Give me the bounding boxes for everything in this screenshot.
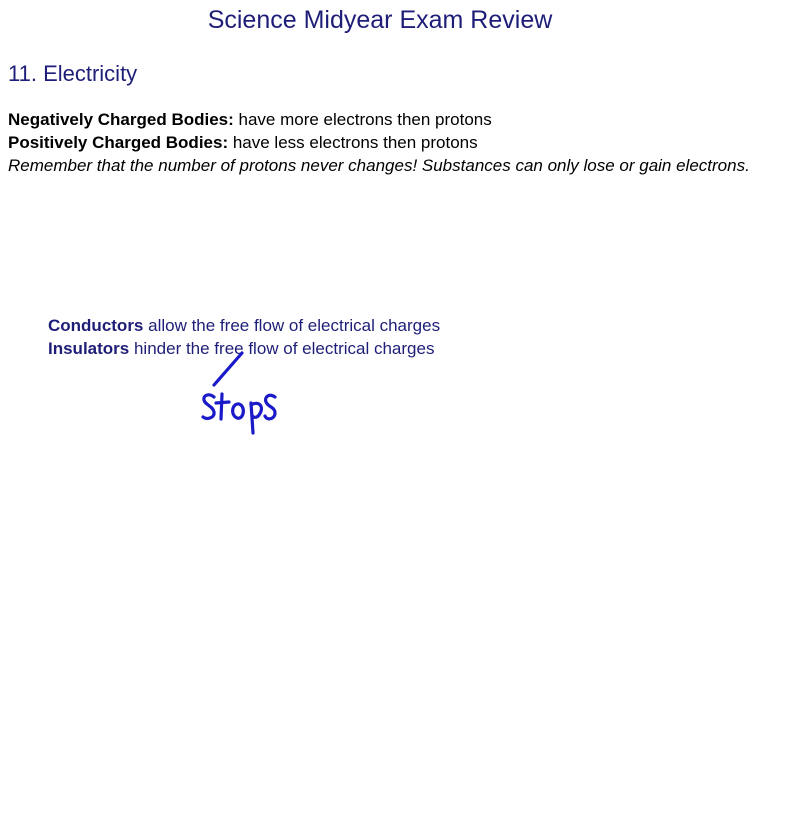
positive-definition <box>8 131 778 154</box>
protons-note: Remember that the number of protons never changes! Substances can only lose or gain electrons. <box>8 156 750 175</box>
section-heading: 11. Electricity <box>8 61 138 86</box>
ink-letter-o <box>233 404 244 418</box>
positive-term: Positively Charged Bodies: <box>8 133 229 152</box>
ink-letter-t-stem <box>221 394 222 419</box>
negative-text: have more electrons then protons <box>233 110 492 129</box>
negative-term: Negatively Charged Bodies: <box>8 110 234 129</box>
ink-letter-s2 <box>265 395 275 418</box>
conductors-definition <box>48 314 440 337</box>
ink-letter-p <box>251 403 261 433</box>
handwritten-annotation <box>195 345 295 445</box>
positive-text: have less electrons then protons <box>228 133 478 152</box>
negative-definition <box>8 108 778 131</box>
ink-letter-t-bar <box>216 402 229 403</box>
conductors-term: Conductors <box>48 316 144 335</box>
charge-definitions <box>8 108 778 177</box>
annotation-pointer-line <box>214 353 242 385</box>
conductors-text: allow the free flow of electrical charges <box>143 316 441 335</box>
insulators-term: Insulators <box>48 339 130 358</box>
insulators-text: hinder the free flow of electrical charges <box>129 339 435 358</box>
page-title: Science Midyear Exam Review <box>207 6 553 34</box>
ink-letter-s <box>203 395 214 419</box>
handwritten-ink <box>203 353 275 433</box>
